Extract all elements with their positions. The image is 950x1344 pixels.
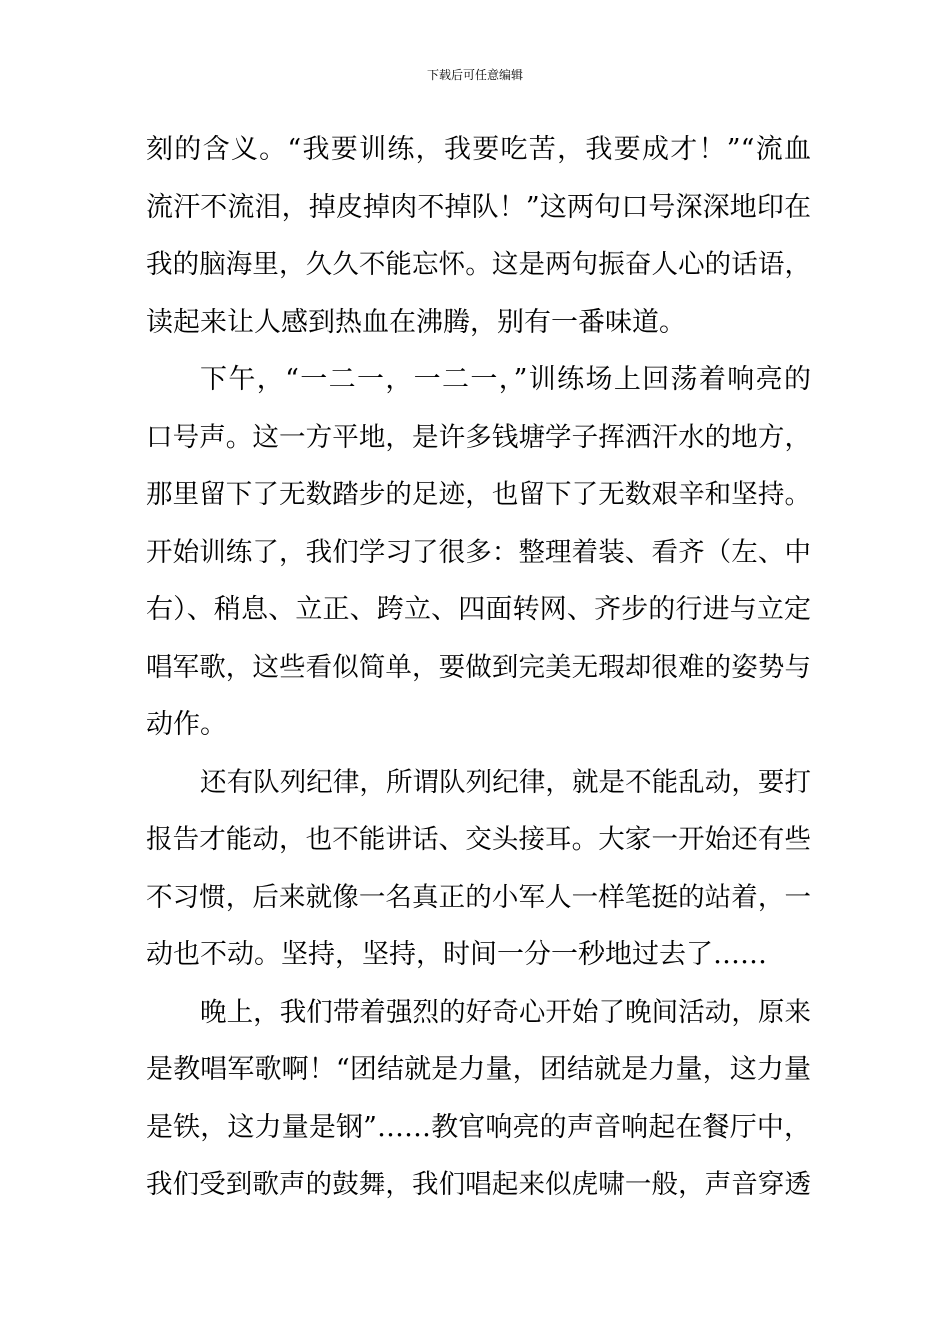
text-line: 晚上，我们带着强烈的好奇心开始了晚间活动，原来 xyxy=(200,996,811,1028)
text-line: 动也不动。坚持，坚持，时间一分一秒地过去了…… xyxy=(146,939,767,970)
text-line: 刻的含义。“我要训练，我要吃苦，我要成才！”“流血 xyxy=(146,134,811,165)
text-line: 是铁，这力量是钢”……教官响亮的声音响起在餐厅中， xyxy=(146,1111,811,1143)
body-text xyxy=(146,121,811,1214)
text-line: 那里留下了无数踏步的足迹，也留下了无数艰辛和坚持。 xyxy=(146,479,811,510)
text-line: 是教唱军歌啊！“团结就是力量，团结就是力量，这力量 xyxy=(146,1054,811,1085)
text-line: 口号声。这一方平地，是许多钱塘学子挥洒汗水的地方， xyxy=(146,421,811,453)
text-line: 不习惯，后来就像一名真正的小军人一样笔挺的站着，一 xyxy=(146,881,811,913)
text-line: 还有队列纪律，所谓队列纪律，就是不能乱动，要打 xyxy=(200,766,811,798)
text-line: 唱军歌，这些看似简单，要做到完美无瑕却很难的姿势与 xyxy=(146,651,811,683)
text-line: 报告才能动，也不能讲话、交头接耳。大家一开始还有些 xyxy=(146,824,811,855)
text-line: 右）、稍息、立正、跨立、四面转网、齐步的行进与立定 xyxy=(146,594,811,625)
text-line: 下午，“一二一，一二一，”训练场上回荡着响亮的 xyxy=(200,364,811,395)
text-line: 读起来让人感到热血在沸腾，别有一番味道。 xyxy=(146,306,686,338)
text-line: 开始训练了，我们学习了很多：整理着装、看齐（左、中 xyxy=(146,536,811,568)
page-header: 下载后可任意编辑 xyxy=(426,68,523,82)
text-line: 流汗不流泪，掉皮掉肉不掉队！”这两句口号深深地印在 xyxy=(146,191,811,223)
text-line: 动作。 xyxy=(146,709,227,740)
text-line: 我的脑海里，久久不能忘怀。这是两句振奋人心的话语， xyxy=(146,249,811,280)
text-line: 我们受到歌声的鼓舞，我们唱起来似虎啸一般，声音穿透 xyxy=(146,1169,811,1200)
